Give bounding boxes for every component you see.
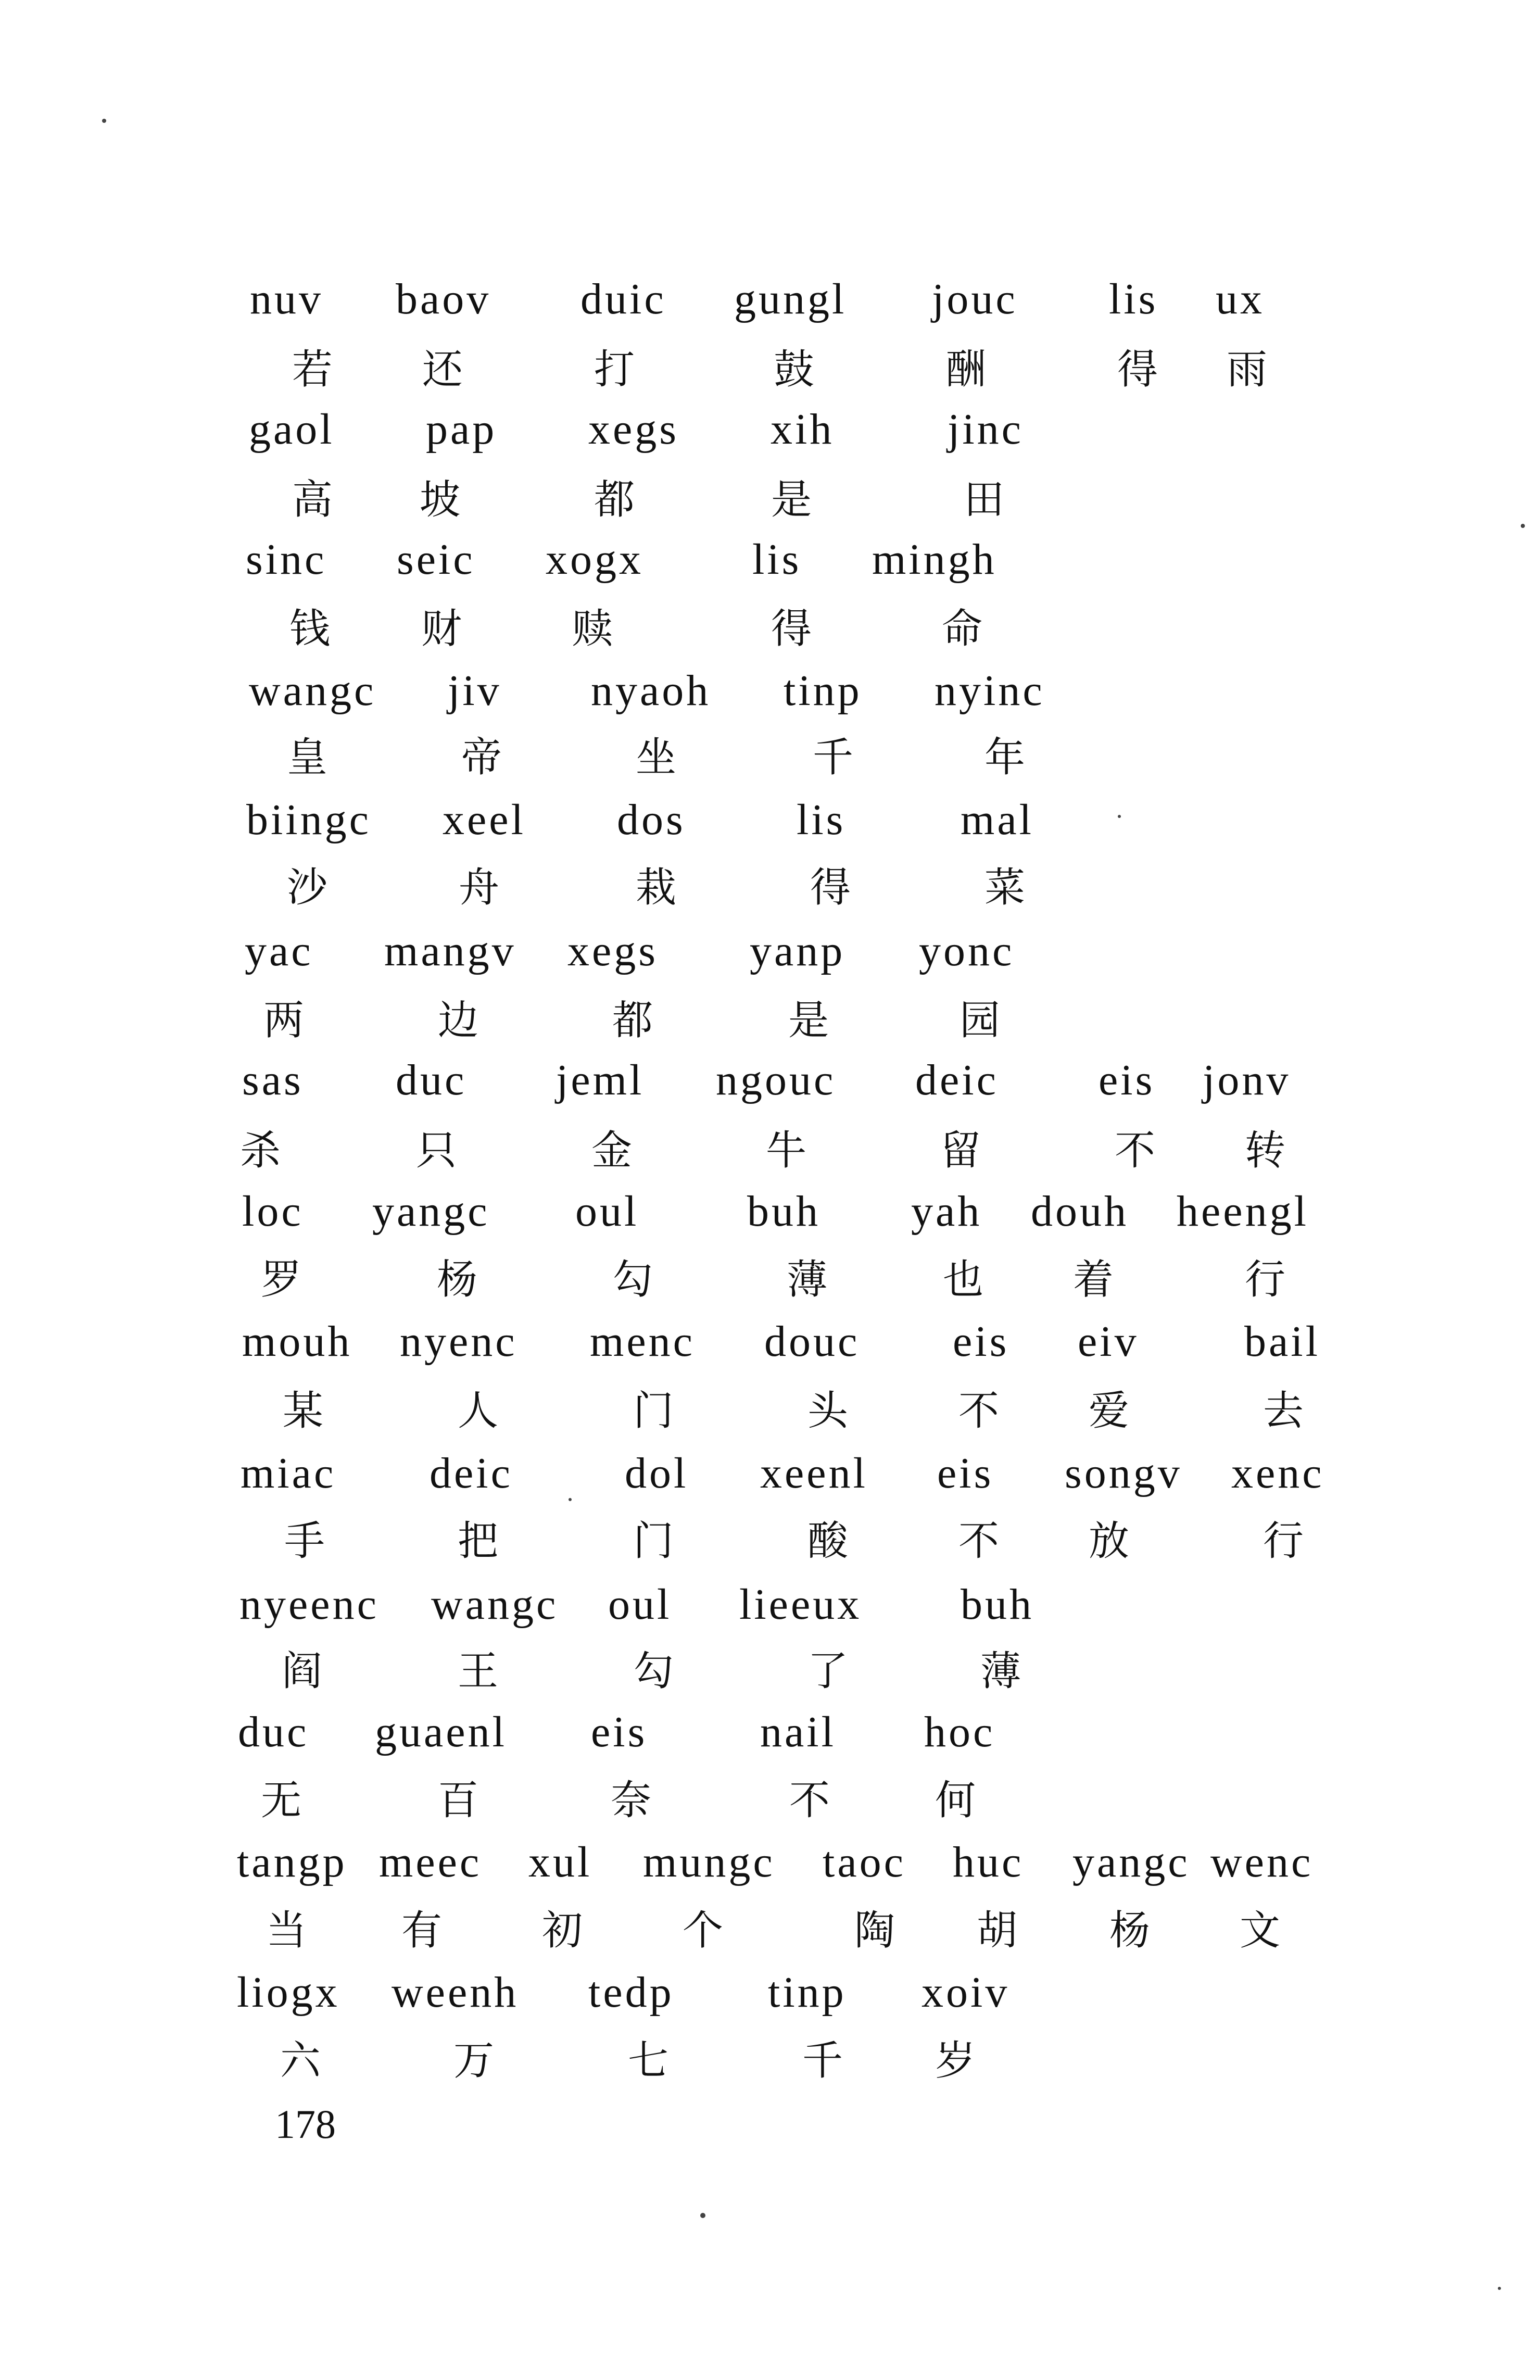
romanized-word-l23-w3: eis [591,1708,648,1756]
hanzi-character-l2-w6: 得 [1117,346,1158,393]
romanized-word-l1-w7: ux [1216,275,1265,323]
romanized-word-l9-w1: biingc [246,796,371,844]
romanized-word-l9-w3: dos [617,796,686,844]
hanzi-character-l28-w5: 岁 [935,2037,976,2084]
romanized-word-l13-w6: eis [1099,1056,1155,1104]
romanized-word-l27-w3: tedp [588,1968,674,2017]
romanized-word-l9-w4: lis [797,796,846,844]
romanized-word-l9-w2: xeel [443,796,526,844]
romanized-word-l17-w6: eiv [1078,1317,1139,1366]
romanized-word-l7-w4: tinp [784,666,862,715]
hanzi-character-l8-w3: 坐 [635,734,677,781]
romanized-word-l23-w2: guaenl [375,1708,507,1756]
hanzi-character-l4-w3: 都 [594,476,635,523]
romanized-word-l13-w7: jonv [1203,1056,1291,1104]
scan-speck [700,2213,705,2218]
romanized-word-l19-w7: xenc [1231,1449,1324,1497]
hanzi-character-l16-w3: 勾 [612,1256,653,1303]
romanized-word-l5-w5: mingh [872,535,997,584]
romanized-word-l21-w5: buh [961,1580,1034,1629]
hanzi-character-l16-w4: 薄 [786,1256,828,1303]
hanzi-character-l24-w4: 不 [789,1777,830,1824]
hanzi-character-l10-w2: 舟 [458,864,500,911]
romanized-word-l15-w5: yah [911,1187,982,1236]
hanzi-character-l2-w1: 若 [292,346,333,393]
hanzi-character-l28-w4: 千 [802,2037,843,2084]
hanzi-character-l24-w5: 何 [935,1777,976,1824]
romanized-word-l17-w2: nyenc [400,1317,517,1366]
romanized-word-l27-w4: tinp [768,1968,847,2017]
hanzi-character-l18-w4: 头 [807,1388,849,1434]
hanzi-character-l8-w5: 年 [984,734,1026,781]
hanzi-character-l14-w1: 杀 [239,1127,281,1174]
romanized-word-l1-w1: nuv [250,275,323,323]
romanized-word-l27-w5: xoiv [922,1968,1010,2017]
romanized-word-l15-w2: yangc [372,1187,490,1236]
romanized-word-l11-w2: mangv [384,927,516,975]
romanized-word-l25-w8: wenc [1210,1838,1314,1886]
romanized-word-l19-w1: miac [241,1449,336,1497]
hanzi-character-l26-w4: 个 [682,1907,724,1954]
romanized-word-l13-w2: duc [396,1056,467,1104]
hanzi-character-l2-w4: 鼓 [773,346,815,393]
romanized-word-l23-w4: nail [760,1708,836,1756]
hanzi-character-l16-w2: 杨 [436,1256,478,1303]
hanzi-character-l22-w5: 薄 [980,1648,1021,1695]
hanzi-character-l14-w3: 金 [591,1127,633,1174]
hanzi-character-l6-w1: 钱 [289,606,331,652]
hanzi-character-l22-w4: 了 [807,1648,849,1695]
hanzi-character-l22-w1: 阎 [281,1648,323,1695]
romanized-word-l15-w7: heengl [1177,1187,1309,1236]
romanized-word-l3-w5: jinc [948,405,1024,454]
hanzi-character-l26-w3: 初 [541,1907,583,1954]
hanzi-character-l4-w2: 坡 [419,476,461,523]
hanzi-character-l18-w1: 某 [282,1388,324,1434]
romanized-word-l21-w3: oul [608,1580,672,1629]
hanzi-character-l8-w2: 帝 [461,734,502,781]
hanzi-character-l26-w8: 文 [1239,1907,1281,1954]
romanized-word-l17-w7: bail [1244,1317,1320,1366]
romanized-word-l3-w1: gaol [249,405,335,454]
hanzi-character-l12-w5: 园 [959,997,1001,1044]
romanized-word-l23-w5: hoc [924,1708,995,1756]
hanzi-character-l2-w7: 雨 [1226,346,1268,393]
romanized-word-l11-w4: yanp [750,927,845,975]
romanized-word-l19-w4: xeenl [760,1449,868,1497]
hanzi-character-l26-w7: 杨 [1109,1907,1151,1954]
hanzi-character-l14-w4: 牛 [765,1127,807,1174]
romanized-word-l13-w4: ngouc [716,1056,836,1104]
romanized-word-l25-w5: taoc [823,1838,906,1886]
romanized-word-l19-w6: songv [1065,1449,1182,1497]
scan-speck [102,119,106,123]
romanized-word-l19-w5: eis [937,1449,994,1497]
romanized-word-l3-w3: xegs [588,405,679,454]
hanzi-character-l6-w3: 赎 [572,606,613,652]
hanzi-character-l18-w7: 去 [1263,1388,1304,1434]
hanzi-character-l16-w6: 着 [1072,1256,1114,1303]
hanzi-character-l14-w7: 转 [1244,1127,1286,1174]
romanized-word-l7-w5: nyinc [935,666,1045,715]
romanized-word-l19-w3: dol [625,1449,689,1497]
romanized-word-l1-w4: gungl [734,275,847,323]
scan-speck [569,1498,572,1501]
romanized-word-l1-w3: duic [580,275,666,323]
romanized-word-l11-w5: yonc [919,927,1015,975]
hanzi-character-l12-w2: 边 [437,997,479,1044]
romanized-word-l1-w2: baov [396,275,491,323]
hanzi-character-l16-w1: 罗 [260,1256,302,1303]
romanized-word-l5-w1: sinc [246,535,327,584]
romanized-word-l7-w3: nyaoh [591,666,711,715]
hanzi-character-l6-w2: 财 [421,606,462,652]
hanzi-character-l4-w5: 田 [963,476,1005,523]
hanzi-character-l2-w3: 打 [594,346,635,393]
hanzi-character-l6-w5: 命 [941,606,983,652]
romanized-word-l7-w2: jiv [448,666,502,715]
romanized-word-l21-w2: wangc [431,1580,559,1629]
hanzi-character-l8-w4: 千 [812,734,854,781]
hanzi-character-l14-w2: 只 [415,1127,457,1174]
hanzi-character-l6-w4: 得 [771,606,812,652]
romanized-word-l25-w6: huc [953,1838,1024,1886]
romanized-word-l1-w5: jouc [932,275,1018,323]
romanized-word-l7-w1: wangc [249,666,376,715]
romanized-word-l21-w1: nyeenc [239,1580,379,1629]
romanized-word-l1-w6: lis [1109,275,1158,323]
romanized-word-l17-w1: mouh [242,1317,352,1366]
hanzi-character-l28-w3: 七 [627,2037,669,2084]
hanzi-character-l12-w4: 是 [788,997,829,1044]
hanzi-character-l22-w2: 王 [457,1648,499,1695]
romanized-word-l9-w5: mal [961,796,1034,844]
page-number: 178 [275,2101,336,2147]
romanized-word-l23-w1: duc [238,1708,309,1756]
romanized-word-l27-w1: liogx [237,1968,340,2017]
romanized-word-l15-w6: douh [1031,1187,1129,1236]
hanzi-character-l20-w1: 手 [284,1518,325,1565]
hanzi-character-l28-w1: 六 [280,2037,321,2084]
romanized-word-l19-w2: deic [430,1449,513,1497]
romanized-word-l17-w4: douc [764,1317,860,1366]
hanzi-character-l28-w2: 万 [453,2037,495,2084]
hanzi-character-l26-w2: 有 [401,1907,443,1954]
hanzi-character-l22-w3: 勾 [633,1648,674,1695]
hanzi-character-l4-w1: 高 [292,476,333,523]
hanzi-character-l10-w5: 菜 [984,864,1026,911]
hanzi-character-l18-w5: 不 [958,1388,1000,1434]
hanzi-character-l14-w5: 留 [940,1127,981,1174]
hanzi-character-l10-w3: 栽 [635,864,677,911]
hanzi-character-l26-w5: 陶 [854,1907,895,1954]
hanzi-character-l10-w4: 得 [810,864,851,911]
romanized-word-l13-w1: sas [242,1056,304,1104]
romanized-word-l17-w3: menc [590,1317,695,1366]
romanized-word-l5-w3: xogx [546,535,643,584]
hanzi-character-l10-w1: 沙 [286,864,328,911]
hanzi-character-l2-w2: 还 [422,346,463,393]
hanzi-character-l4-w4: 是 [771,476,812,523]
hanzi-character-l20-w4: 酸 [807,1518,849,1565]
romanized-word-l3-w2: pap [426,405,497,454]
hanzi-character-l12-w1: 两 [263,997,305,1044]
hanzi-character-l26-w6: 胡 [976,1907,1018,1954]
romanized-word-l25-w4: mungc [643,1838,775,1886]
romanized-word-l15-w3: oul [575,1187,639,1236]
hanzi-character-l20-w5: 不 [958,1518,1000,1565]
romanized-word-l15-w1: loc [242,1187,304,1236]
romanized-word-l5-w2: seic [397,535,475,584]
hanzi-character-l2-w5: 酬 [945,346,987,393]
romanized-word-l15-w4: buh [747,1187,821,1236]
romanized-word-l5-w4: lis [752,535,802,584]
scan-speck [1118,815,1121,818]
romanized-word-l17-w5: eis [953,1317,1009,1366]
romanized-word-l11-w3: xegs [567,927,658,975]
hanzi-character-l20-w2: 把 [457,1518,499,1565]
hanzi-character-l12-w3: 都 [612,997,653,1044]
romanized-word-l25-w1: tangp [237,1838,347,1886]
romanized-word-l11-w1: yac [245,927,313,975]
hanzi-character-l14-w6: 不 [1114,1127,1156,1174]
hanzi-character-l20-w3: 门 [633,1518,674,1565]
scan-speck [1521,524,1525,528]
hanzi-character-l24-w1: 无 [260,1777,302,1824]
romanized-word-l25-w7: yangc [1072,1838,1190,1886]
romanized-word-l25-w2: meec [379,1838,482,1886]
hanzi-character-l18-w6: 爱 [1088,1388,1130,1434]
hanzi-character-l16-w5: 也 [942,1256,984,1303]
romanized-word-l25-w3: xul [528,1838,592,1886]
romanized-word-l13-w5: deic [915,1056,999,1104]
hanzi-character-l18-w3: 门 [633,1388,674,1434]
hanzi-character-l24-w3: 奈 [610,1777,652,1824]
romanized-word-l21-w4: lieeux [739,1580,862,1629]
hanzi-character-l24-w2: 百 [437,1777,479,1824]
hanzi-character-l26-w1: 当 [266,1907,307,1954]
romanized-word-l3-w4: xih [771,405,835,454]
romanized-word-l13-w3: jeml [556,1056,645,1104]
hanzi-character-l16-w7: 行 [1244,1256,1286,1303]
scan-speck [1498,2287,1501,2290]
hanzi-character-l20-w7: 行 [1263,1518,1304,1565]
hanzi-character-l18-w2: 人 [457,1388,499,1434]
hanzi-character-l20-w6: 放 [1088,1518,1130,1565]
romanized-word-l27-w2: weenh [392,1968,519,2017]
hanzi-character-l8-w1: 皇 [286,734,328,781]
